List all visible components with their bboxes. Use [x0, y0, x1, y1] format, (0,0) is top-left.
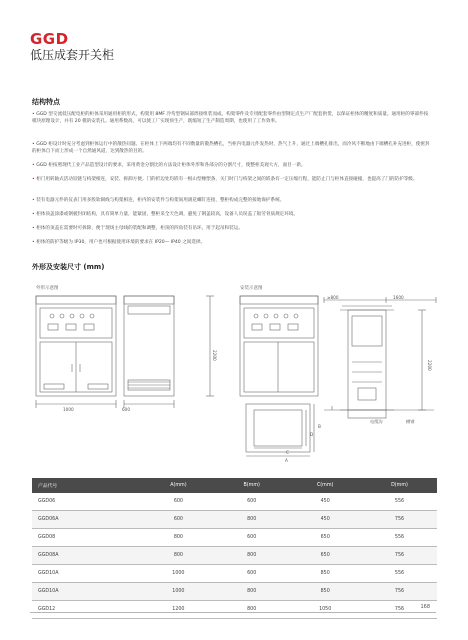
table-cell: GGD06 [32, 493, 142, 511]
table-header-cell: A(mm) [142, 478, 215, 493]
label-height: 2200 [212, 350, 217, 361]
table-row [32, 511, 437, 529]
dimensions-section-title: 外形及安装尺寸 (mm) [32, 263, 105, 271]
table-cell: 756 [362, 601, 437, 619]
table-header-cell: 产品代号 [32, 478, 142, 493]
table-cell: 800 [215, 601, 288, 619]
label-depth: 600 [122, 407, 130, 412]
table-cell: 756 [362, 511, 437, 529]
table-row [32, 547, 437, 565]
structure-paragraph-2: • GGD 柜设计时充分考虑到柜体运行中的散热问题。在柜体上下两端均有不同数量的散热槽孔，当柜内电器元件发热时，热气上升，通过上端槽孔排出，而冷风不断地由下端槽孔补充进柜，使密封的柜体自下而上形成一个自然通风道，达到散热的目的。 [32, 142, 430, 155]
structure-paragraph-4: • 柜门用转轴式活动铰链与构架相连，安装、拆卸方便。门的折边处均嵌有一根山型橡塑条，关门时门与构架之间的嵌条有一定压缩行程，能防止门与柜体直接碰撞，也提高了门的防护等级。 [32, 177, 418, 182]
table-cell: 556 [362, 529, 437, 547]
footer-rule [30, 612, 436, 613]
structure-text-6: 柜体顶盖涂漆或钢板封闭结构，具有简单力量，能紧固，整柜采全天色调，避免了钢盖较高，设备人员误盖了钣劳骨质规定环境。 [36, 212, 299, 217]
table-cell: 1000 [142, 565, 215, 583]
label-c: C [286, 450, 289, 455]
structure-text-8: 柜体的防护等级为 IP30，用户也可根据使用环境的要求在 IP20— IP40 之间选择。 [36, 240, 206, 245]
table-cell: 600 [142, 493, 215, 511]
table-cell: 800 [215, 583, 288, 601]
front-view-drawing [32, 292, 232, 420]
front-view-title: 外形示意图 [36, 286, 59, 291]
table-cell: 600 [215, 565, 288, 583]
table-cell: 600 [215, 529, 288, 547]
structure-text-5: 装有电器元件的仪表门用多股软铜线与构架相连，柜内的安装件与构架间用滚花螺钉连接，整柜构成完整的接地保护系统。 [36, 198, 285, 203]
structure-paragraph-5: • 装有电器元件的仪表门用多股软铜线与构架相连，柜内的安装件与构架间用滚花螺钉连接，整柜构成完整的接地保护系统。 [32, 198, 285, 203]
table-cell: GGD08A [32, 547, 142, 565]
table-header-cell: D(mm) [362, 478, 437, 493]
structure-paragraph-7: • 柜体的顶盖在需要时可拆除，便于现场主母线的装配和调整，柜顶的四角装有吊环，用于起吊和装运。 [32, 226, 243, 231]
spec-table [32, 478, 437, 619]
table-cell: GGD10A [32, 565, 142, 583]
table-row [32, 493, 437, 511]
install-view-drawing [236, 292, 444, 460]
table-cell: 600 [215, 493, 288, 511]
table-cell: 800 [215, 547, 288, 565]
table-header-cell: C(mm) [288, 478, 362, 493]
label-width: 1000 [63, 407, 74, 412]
table-header-row [32, 478, 437, 493]
table-cell: 1000 [142, 583, 215, 601]
table-cell: 450 [288, 511, 362, 529]
install-view-title: 安装示意图 [240, 286, 263, 291]
table-cell: 600 [142, 511, 215, 529]
table-cell: 556 [362, 493, 437, 511]
table-cell: GGD10A [32, 583, 142, 601]
table-cell: 650 [288, 529, 362, 547]
table-row [32, 583, 437, 601]
product-title: 低压成套开关柜 [30, 48, 115, 62]
label-b: B [318, 424, 321, 429]
table-header-cell: B(mm) [215, 478, 288, 493]
table-row [32, 601, 437, 619]
structure-paragraph-1: • GGD 型交流低压配电柜的柜体采用通用柜的形式，构架用 8MF 冷弯型钢局部焊接组装而成，构架零件及专用配套零件由型钢定点生产厂配套供货，以保证柜体的精度和质量。通用柜的零部件按模块原理设计，并有 20 模的安装孔。通用系数高，可以使工厂实现预生产，既缩短了生产制造周期，也使用了工作效率。 [32, 112, 429, 125]
table-cell: 450 [288, 493, 362, 511]
label-right-depth: 1600 [393, 295, 404, 300]
structure-text-2: GGD 柜设计时充分考虑到柜体运行中的散热问题。在柜体上下两端均有不同数量的散热槽孔，当柜内电器元件发热时，热气上升，通过上端槽孔排出，而冷风不断地由下端槽孔补充进柜，使密封的柜体自下而上形成一个自然通风道，达到散热的目的。 [32, 142, 430, 155]
table-cell: 800 [215, 511, 288, 529]
structure-text-3: GGD 柜按照现代工业产品造型设计的要求，采用黄金分割比的方法设计柜体外形和各部分的分割尺寸，使整柜美观大方，面目一新。 [36, 163, 306, 168]
structure-section-title: 结构特点 [32, 98, 60, 106]
table-cell: 850 [288, 565, 362, 583]
table-cell: 800 [142, 547, 215, 565]
label-d: D [310, 432, 314, 437]
structure-paragraph-8: • 柜体的防护等级为 IP30，用户也可根据使用环境的要求在 IP20— IP40 之间选择。 [32, 240, 206, 245]
structure-text-1: GGD 型交流低压配电柜的柜体采用通用柜的形式，构架用 8MF 冷弯型钢局部焊接组装而成，构架零件及专用配套零件由型钢定点生产厂配套供货，以保证柜体的精度和质量。通用柜的零部件按模块原理设计，并有 20 模的安装孔。通用系数高，可以使工厂实现预生产，既缩短了生产制造周期，也使用了工作效率。 [32, 112, 429, 125]
page-number: 168 [420, 604, 430, 610]
brand-title: GGD [30, 30, 69, 48]
structure-paragraph-3: • GGD 柜按照现代工业产品造型设计的要求，采用黄金分割比的方法设计柜体外形和各部分的分割尺寸，使整柜美观大方，面目一新。 [32, 163, 306, 168]
table-cell: GGD06A [32, 511, 142, 529]
label-cable: 电缆沟 [370, 419, 383, 424]
table-cell: GGD12 [32, 601, 142, 619]
label-height-right: 2200 [427, 360, 432, 371]
table-cell: 650 [288, 547, 362, 565]
label-channel: 槽钢 [406, 419, 415, 424]
table-cell: 556 [362, 565, 437, 583]
table-cell: 756 [362, 583, 437, 601]
table-row [32, 529, 437, 547]
structure-text-7: 柜体的顶盖在需要时可拆除，便于现场主母线的装配和调整，柜顶的四角装有吊环，用于起吊和装运。 [36, 226, 243, 231]
table-cell: 756 [362, 547, 437, 565]
structure-paragraph-6: • 柜体顶盖涂漆或钢板封闭结构，具有简单力量，能紧固，整柜采全天色调，避免了钢盖较高，设备人员误盖了钣劳骨质规定环境。 [32, 212, 299, 217]
table-row [32, 565, 437, 583]
label-a: A [285, 458, 288, 463]
table-cell: 1050 [288, 601, 362, 619]
table-cell: 1200 [142, 601, 215, 619]
structure-text-4: 柜门用转轴式活动铰链与构架相连，安装、拆卸方便。门的折边处均嵌有一根山型橡塑条，关门时门与构架之间的嵌条有一定压缩行程，能防止门与柜体直接碰撞，也提高了门的防护等级。 [36, 177, 418, 182]
label-left-depth: ≥800 [327, 295, 339, 300]
table-cell: 800 [142, 529, 215, 547]
table-cell: 850 [288, 583, 362, 601]
table-cell: GGD08 [32, 529, 142, 547]
